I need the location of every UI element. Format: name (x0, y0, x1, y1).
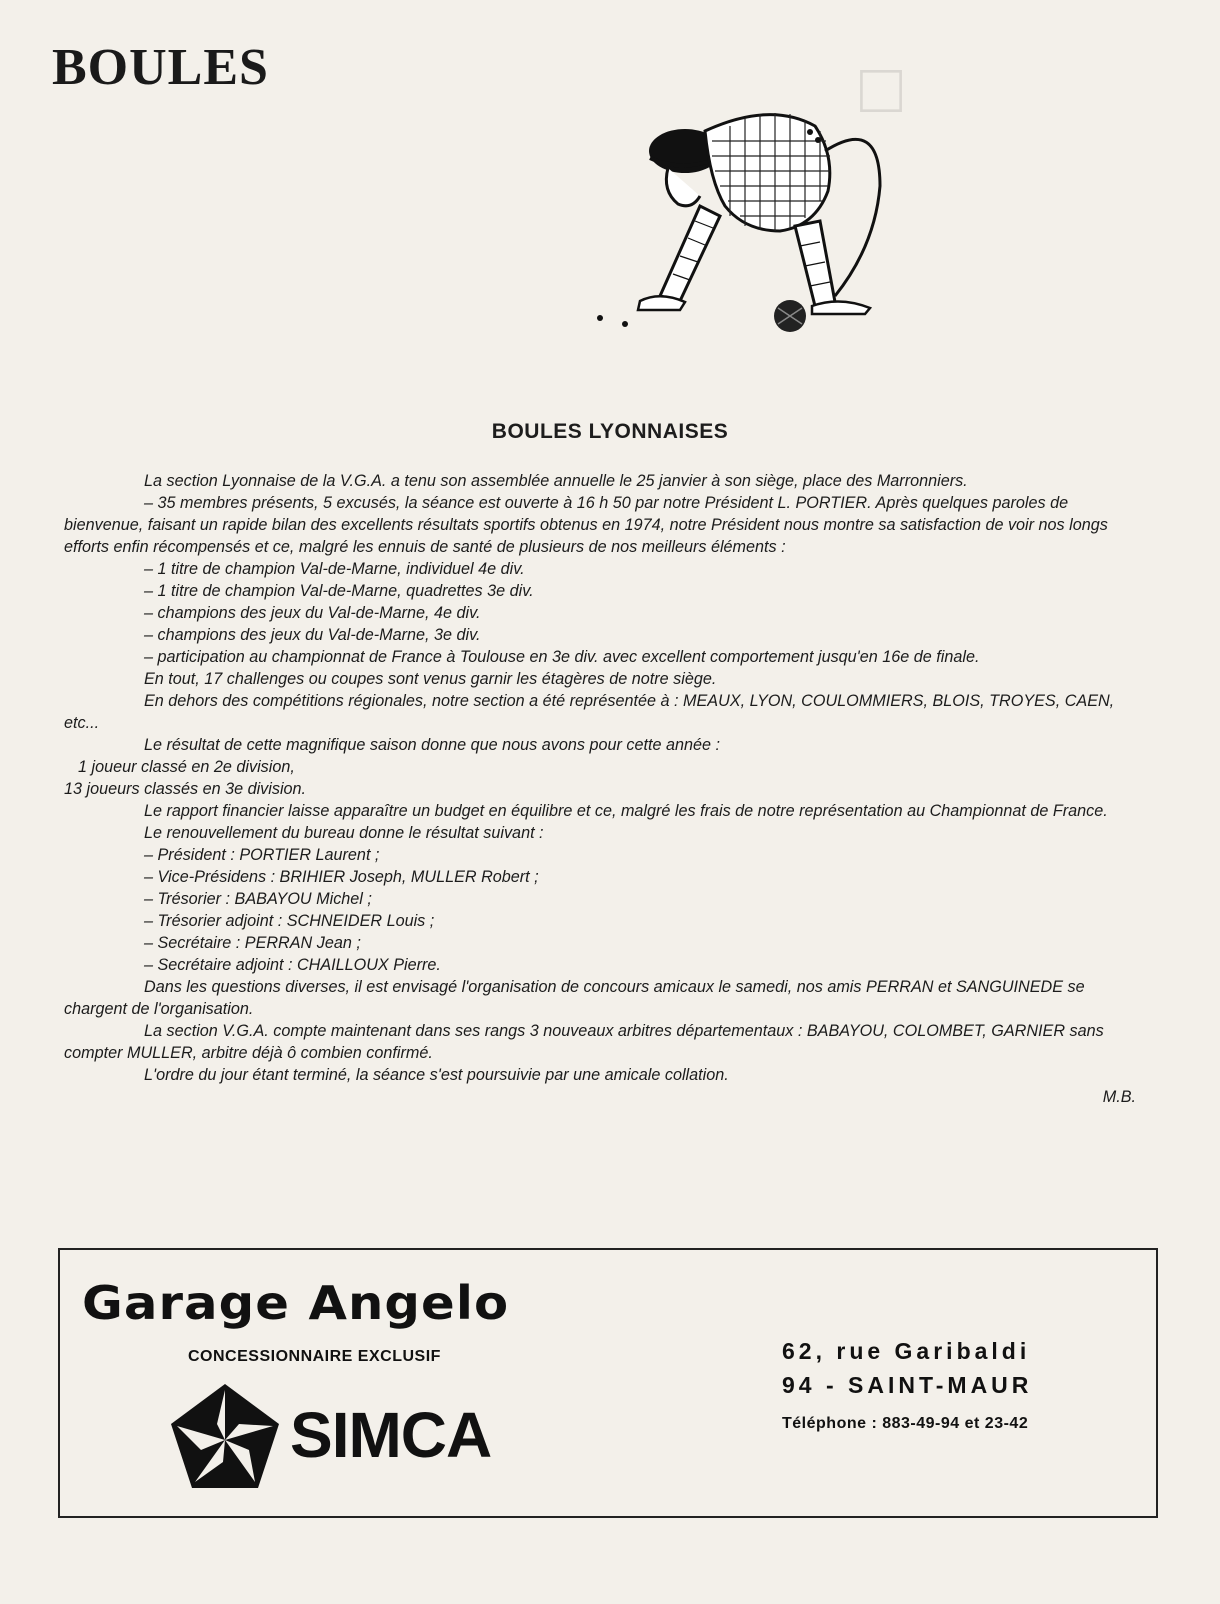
ad-brand: SIMCA (290, 1399, 492, 1471)
results-list-item: – participation au championnat de France à Toulouse en 3e div. avec excellent comportement jusqu'en 16e de finale. (144, 648, 980, 666)
simca-pentastar-logo-icon (165, 1380, 285, 1500)
boules-player-illustration (580, 96, 910, 346)
results-list-item: – 1 titre de champion Val-de-Marne, individuel 4e div. (144, 560, 525, 578)
bureau-list-item: – Président : PORTIER Laurent ; (144, 846, 380, 864)
garage-advertisement (58, 1248, 1158, 1518)
article-paragraph: En tout, 17 challenges ou coupes sont venus garnir les étagères de notre siège. (144, 670, 717, 688)
article-paragraph: En dehors des compétitions régionales, notre section a été représentée à : MEAUX, LYON, COULOMMIERS, BLOIS, TROYES, CAEN, etc... (64, 692, 1115, 732)
article-paragraph: Le résultat de cette magnifique saison donne que nous avons pour cette année : (144, 736, 720, 754)
ad-city: 94 - SAINT-MAUR (782, 1372, 1033, 1398)
bureau-list-item: – Secrétaire : PERRAN Jean ; (144, 934, 361, 952)
ad-garage-name: Garage Angelo (82, 1276, 510, 1330)
results-list-item: – champions des jeux du Val-de-Marne, 3e div. (144, 626, 481, 644)
ad-phone: Téléphone : 883-49-94 et 23-42 (782, 1415, 1029, 1432)
section-title: BOULES (52, 39, 269, 96)
bureau-list-item: – Secrétaire adjoint : CHAILLOUX Pierre. (144, 956, 441, 974)
ad-tagline: CONCESSIONNAIRE EXCLUSIF (188, 1348, 441, 1365)
article-paragraph: Dans les questions diverses, il est envisagé l'organisation de concours amicaux le samedi, nos amis PERRAN et SANGUINEDE se chargent de l'organisation. (64, 978, 1085, 1018)
article-paragraph: Le rapport financier laisse apparaître un budget en équilibre et ce, malgré les frais de notre représentation au Championnat de France. (144, 802, 1108, 820)
article-paragraph: Le renouvellement du bureau donne le résultat suivant : (144, 824, 544, 842)
article-paragraph: L'ordre du jour étant terminé, la séance s'est poursuivie par une amicale collation. (144, 1066, 729, 1084)
article-paragraph: 1 joueur classé en 2e division, (78, 758, 295, 776)
article-body (64, 470, 1142, 1108)
bureau-list-item: – Trésorier : BABAYOU Michel ; (144, 890, 372, 908)
bureau-list-item: – Trésorier adjoint : SCHNEIDER Louis ; (144, 912, 435, 930)
bureau-list-item: – Vice-Présidens : BRIHIER Joseph, MULLER Robert ; (144, 868, 539, 886)
article-paragraph: 13 joueurs classés en 3e division. (64, 780, 307, 798)
ad-street: 62, rue Garibaldi (782, 1338, 1031, 1364)
show-through-text: □ (860, 49, 903, 127)
article-paragraph: La section Lyonnaise de la V.G.A. a tenu son assemblée annuelle le 25 janvier à son siège, place des Marronniers. (144, 472, 968, 490)
article-heading: BOULES LYONNAISES (491, 420, 729, 443)
article-paragraph: – 35 membres présents, 5 excusés, la séance est ouverte à 16 h 50 par notre Président L. PORTIER. Après quelques paroles de bienvenue, faisant un rapide bilan des excellents résultats sportifs obtenus en 1974, notre Président nous montre sa satisfaction de voir nos longs efforts enfin récompensés et ce, malgré les ennuis de santé de plusieurs de nos meilleurs éléments : (64, 494, 1108, 556)
results-list-item: – 1 titre de champion Val-de-Marne, quadrettes 3e div. (144, 582, 534, 600)
article-signature: M.B. (1102, 1088, 1136, 1106)
article-paragraph: La section V.G.A. compte maintenant dans ses rangs 3 nouveaux arbitres départementaux : BABAYOU, COLOMBET, GARNIER sans compter MULLER, arbitre déjà ô combien confirmé. (64, 1022, 1104, 1062)
results-list-item: – champions des jeux du Val-de-Marne, 4e div. (144, 604, 481, 622)
